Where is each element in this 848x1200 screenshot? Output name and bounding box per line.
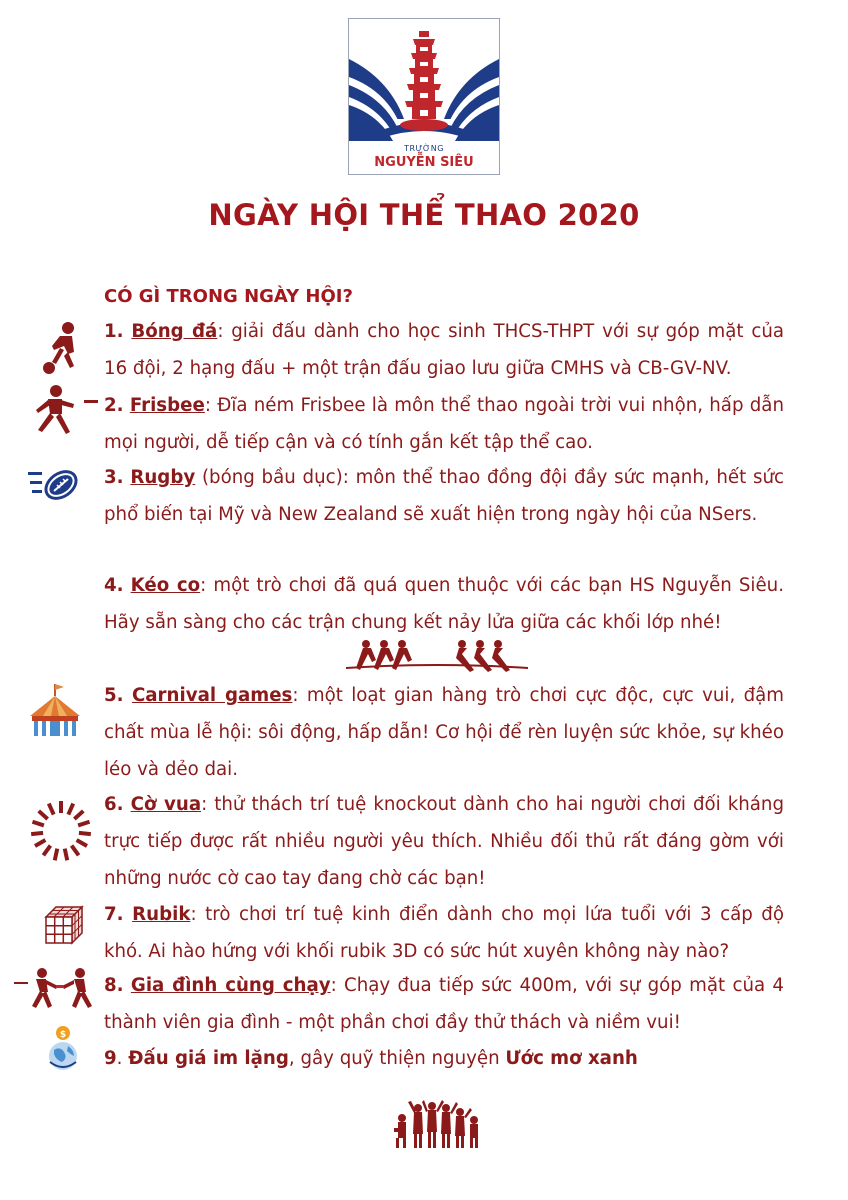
item-name: Frisbee [129, 395, 205, 416]
item-name: Kéo co [130, 575, 201, 596]
tug-of-war-icon [342, 636, 532, 680]
item-description: : một loạt gian hàng trò chơi cực độc, cực vui, đậm chất mùa lễ hội: sôi động, hấp dẫn! Cơ hội để rèn luyện sức khỏe, sự khéo léo và dẻo dai. [104, 685, 784, 780]
list-item [104, 967, 784, 1041]
item-number: 9 [104, 1048, 117, 1069]
soccer-player-icon [38, 320, 90, 380]
item-number: 3. [104, 467, 124, 488]
item-name: Cờ vua [130, 794, 202, 815]
item-number: 5. [104, 685, 124, 706]
item-number: 6. [104, 794, 124, 815]
item-name: Đấu giá im lặng [128, 1048, 289, 1069]
item-name: Rugby [130, 467, 196, 488]
logo-school-name: NGUYỄN SIÊU [374, 155, 474, 170]
celebrating-crowd-icon [392, 1098, 482, 1154]
carnival-tent-icon [26, 682, 84, 742]
item-description: (bóng bầu dục): môn thể thao đồng đội đầy sức mạnh, hết sức phổ biến tại Mỹ và New Zealand sẽ xuất hiện trong ngày hội của NSers. [104, 467, 784, 525]
list-item [104, 567, 784, 641]
list-item [104, 1040, 784, 1077]
item-description: , gây quỹ thiện nguyện [288, 1048, 506, 1069]
list-item [104, 786, 784, 897]
item-number: 4. [104, 575, 124, 596]
list-item [104, 459, 784, 533]
item-number: 2. [104, 395, 124, 416]
item-number: 7. [104, 904, 124, 925]
rugby-ball-icon [26, 464, 82, 512]
item-description: : một trò chơi đã quá quen thuộc với các bạn HS Nguyễn Siêu. Hãy sẵn sàng cho các trận chung kết nảy lửa giữa các khối lớp nhé! [104, 575, 784, 633]
item-name: Bóng đá [131, 321, 218, 342]
section-heading: CÓ GÌ TRONG NGÀY HỘI? [104, 286, 353, 307]
item-description: : Chạy đua tiếp sức 400m, với sự góp mặt của 4 thành viên gia đình - một phần chơi đầy thử thách và niềm vui! [104, 975, 784, 1033]
svg-text:$: $ [59, 1030, 67, 1040]
logo-subtitle: TRƯỜNG [404, 144, 444, 153]
list-item [104, 313, 784, 387]
item-number: 8. [104, 975, 124, 996]
item-separator: . [116, 1048, 129, 1069]
item-description: : trò chơi trí tuệ kinh điển dành cho mọi lứa tuổi với 3 cấp độ khó. Ai hào hứng với khối rubik 3D có sức hút xuyên không này nào? [104, 904, 784, 962]
rubik-cube-icon [42, 905, 84, 951]
list-item [104, 677, 784, 788]
relay-runners-icon [14, 966, 100, 1018]
item-highlight: Ước mơ xanh [505, 1048, 638, 1069]
school-logo [348, 18, 500, 175]
item-name: Rubik [132, 904, 191, 925]
list-item [104, 896, 784, 970]
globe-coin-icon [44, 1024, 82, 1076]
item-description: : Đĩa ném Frisbee là môn thể thao ngoài trời vui nhộn, hấp dẫn mọi người, dễ tiếp cận và có tính gắn kết tập thể cao. [104, 395, 784, 453]
frisbee-thrower-icon [28, 384, 100, 442]
item-number: 1. [104, 321, 124, 342]
item-description: : giải đấu dành cho học sinh THCS-THPT với sự góp mặt của 16 đội, 2 hạng đấu + một trận đấu giao lưu giữa CMHS và CB-GV-NV. [104, 321, 784, 379]
item-name: Carnival games [131, 685, 293, 706]
page-title: NGÀY HỘI THỂ THAO 2020 [208, 198, 640, 232]
chess-ring-icon [30, 800, 92, 866]
item-description: : thử thách trí tuệ knockout dành cho hai người chơi đối kháng trực tiếp được rất nhiều người yêu thích. Nhiều đối thủ rất đáng gờm với những nước cờ cao tay đang chờ các bạn! [104, 794, 784, 889]
item-name: Gia đình cùng chạy [130, 975, 331, 996]
list-item [104, 387, 784, 461]
